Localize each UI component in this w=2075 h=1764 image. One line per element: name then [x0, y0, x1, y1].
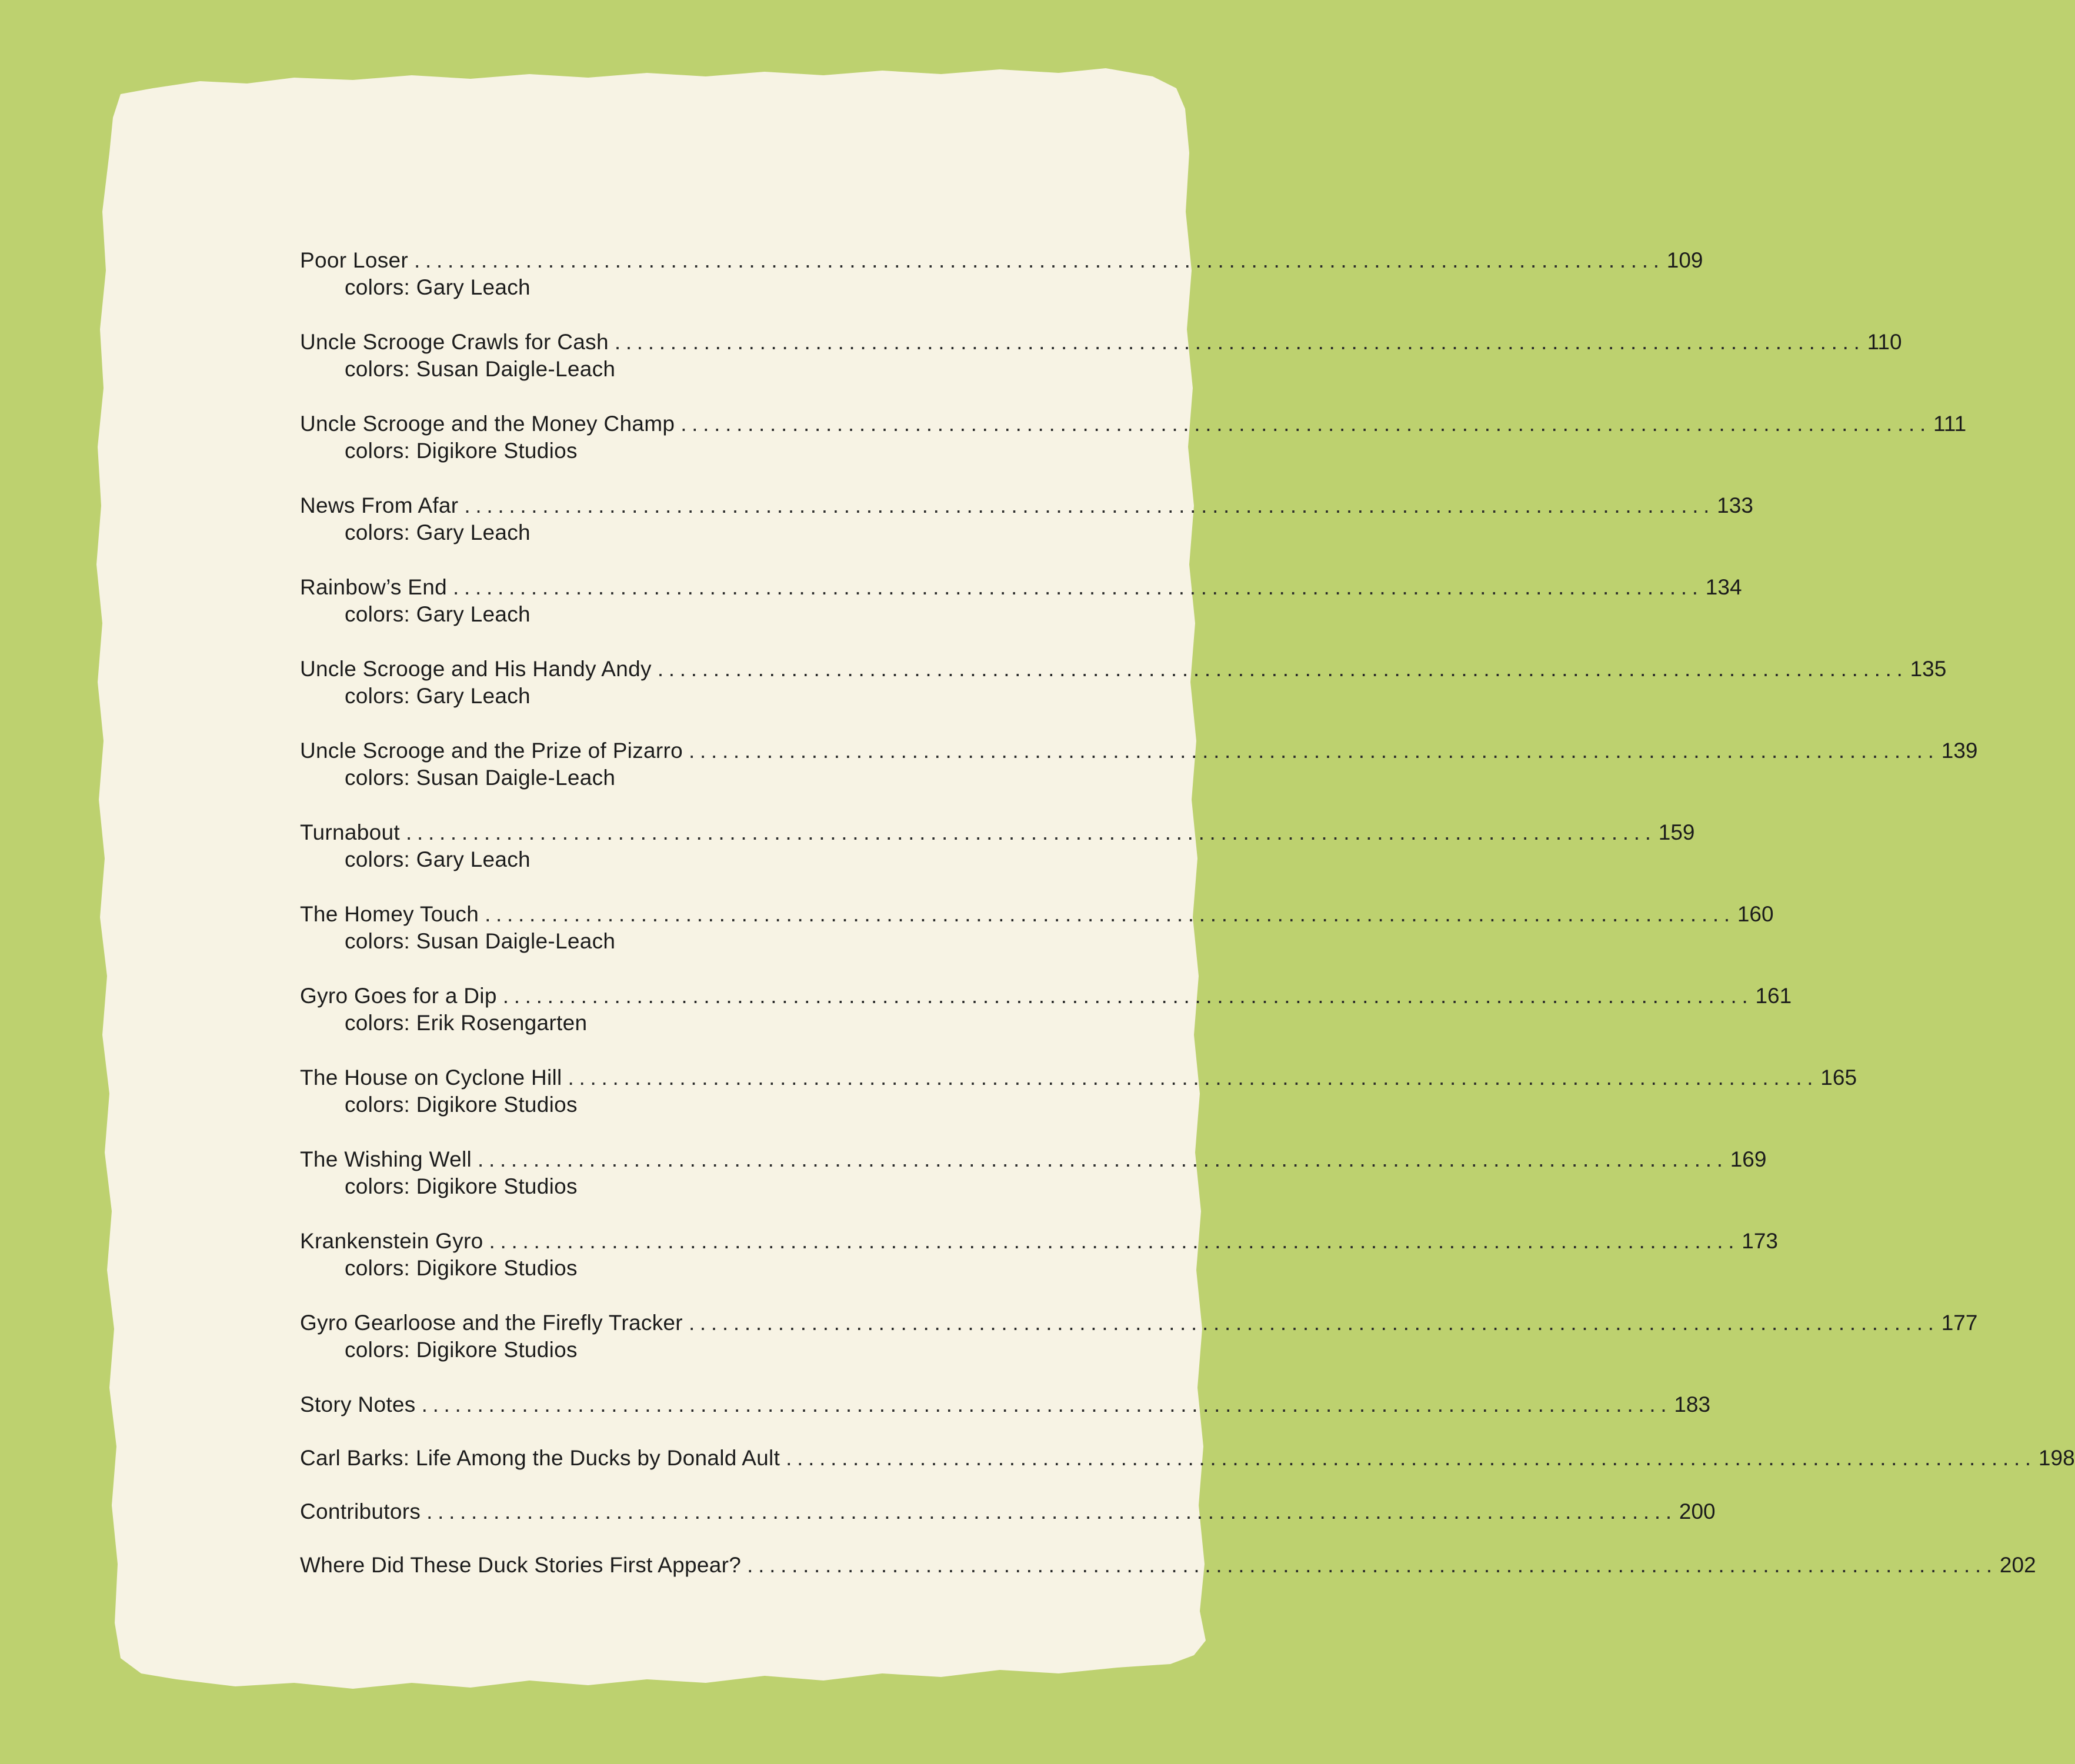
toc-entry-title: Krankenstein Gyro — [300, 1229, 483, 1253]
toc-entry-page: 177 — [1941, 1311, 1978, 1335]
toc-entry-page: 110 — [1867, 330, 1902, 354]
toc-entry-credit: colors: Gary Leach — [345, 520, 531, 544]
toc-entry-row — [300, 410, 1967, 437]
toc-entry-row — [300, 492, 1753, 519]
toc-entry-title: Turnabout — [300, 820, 400, 844]
toc-entry-title: News From Afar — [300, 493, 459, 517]
dot-leader: ................................................................................................................ — [414, 248, 1664, 272]
toc-entry-page: 202 — [1999, 1553, 2036, 1577]
toc-entry-title: Uncle Scrooge and the Prize of Pizarro — [300, 739, 683, 763]
dot-leader: ................................................................................................................ — [786, 1446, 2036, 1470]
table-of-contents — [300, 247, 2075, 1605]
toc-entry-credit: colors: Gary Leach — [345, 602, 531, 626]
toc-entry-row — [300, 901, 1774, 928]
toc-entry-row — [300, 1146, 1767, 1173]
dot-leader: ................................................................................................................ — [689, 739, 1939, 763]
toc-entry-title: Carl Barks: Life Among the Ducks by Donald Ault — [300, 1446, 780, 1470]
toc-entry-credit: colors: Erik Rosengarten — [345, 1011, 588, 1035]
toc-entry-row — [300, 1498, 1716, 1525]
dot-leader: ................................................................................................................ — [747, 1553, 1997, 1577]
toc-entry-page: 111 — [1933, 412, 1967, 436]
toc-entry-row — [300, 329, 1902, 356]
dot-leader: ................................................................................................................ — [453, 575, 1703, 599]
toc-entry[interactable] — [300, 1146, 1767, 1200]
toc-entry-page: 183 — [1674, 1392, 1711, 1416]
toc-entry[interactable] — [300, 737, 1978, 791]
toc-entry-page: 135 — [1910, 657, 1947, 681]
toc-entry[interactable] — [300, 901, 1774, 955]
dot-leader: ................................................................................................................ — [502, 984, 1753, 1008]
toc-entry[interactable] — [300, 1064, 1857, 1118]
dot-leader: ................................................................................................................ — [485, 902, 1735, 926]
dot-leader: ................................................................................................................ — [406, 820, 1656, 844]
toc-entry-title: The Wishing Well — [300, 1147, 472, 1171]
dot-leader: ................................................................................................................ — [426, 1499, 1677, 1524]
toc-entry-title: Uncle Scrooge and the Money Champ — [300, 412, 675, 436]
toc-entry-title: Contributors — [300, 1499, 421, 1524]
toc-entry-page: 133 — [1717, 493, 1753, 517]
toc-entry-title: Where Did These Duck Stories First Appear? — [300, 1553, 742, 1577]
dot-leader: ................................................................................................................ — [680, 412, 1931, 436]
toc-entry-page: 134 — [1705, 575, 1742, 599]
dot-leader: ................................................................................................................ — [489, 1229, 1740, 1253]
toc-entry-row — [300, 1391, 1711, 1418]
toc-entry[interactable] — [300, 1552, 2036, 1579]
toc-entry-row — [300, 1445, 2075, 1472]
toc-entry-page: 169 — [1730, 1147, 1767, 1171]
toc-entry-page: 139 — [1941, 739, 1978, 763]
toc-entry[interactable] — [300, 1309, 1978, 1364]
toc-entry[interactable] — [300, 1391, 1711, 1418]
toc-entry-page: 173 — [1742, 1229, 1779, 1253]
toc-entry-title: Uncle Scrooge and His Handy Andy — [300, 657, 652, 681]
toc-entry-title: Uncle Scrooge Crawls for Cash — [300, 330, 609, 354]
toc-entry-title: Poor Loser — [300, 248, 408, 272]
toc-entry-title: Rainbow’s End — [300, 575, 448, 599]
toc-entry-page: 200 — [1679, 1499, 1716, 1524]
toc-entry-title: Gyro Gearloose and the Firefly Tracker — [300, 1311, 683, 1335]
toc-entry[interactable] — [300, 819, 1695, 873]
toc-entry-row — [300, 656, 1947, 683]
toc-entry-credit: colors: Gary Leach — [345, 847, 531, 871]
toc-entry-page: 160 — [1737, 902, 1774, 926]
toc-entry[interactable] — [300, 247, 1703, 301]
toc-entry-title: The Homey Touch — [300, 902, 479, 926]
toc-entry[interactable] — [300, 1498, 1716, 1525]
dot-leader: ................................................................................................................ — [464, 493, 1715, 517]
toc-entry-row — [300, 247, 1703, 274]
dot-leader: ................................................................................................................ — [688, 1311, 1939, 1335]
toc-entry[interactable] — [300, 983, 1792, 1037]
dot-leader: ................................................................................................................ — [657, 657, 1908, 681]
toc-entry-row — [300, 737, 1978, 764]
toc-entry-title: Story Notes — [300, 1392, 416, 1416]
dot-leader: ................................................................................................................ — [421, 1392, 1672, 1416]
dot-leader: ................................................................................................................ — [614, 330, 1865, 354]
toc-entry-page: 198 — [2038, 1446, 2075, 1470]
toc-entry-credit: colors: Gary Leach — [345, 684, 531, 708]
toc-entry-credit: colors: Digikore Studios — [345, 1174, 578, 1198]
toc-entry-row — [300, 1309, 1978, 1337]
toc-entry[interactable] — [300, 410, 1967, 465]
toc-entry-credit: colors: Susan Daigle-Leach — [345, 929, 616, 953]
toc-entry[interactable] — [300, 492, 1753, 546]
toc-entry[interactable] — [300, 574, 1742, 628]
toc-entry-row — [300, 1064, 1857, 1091]
toc-entry-credit: colors: Digikore Studios — [345, 439, 578, 463]
toc-entry[interactable] — [300, 656, 1947, 710]
dot-leader: ................................................................................................................ — [568, 1065, 1819, 1090]
toc-entry-credit: colors: Gary Leach — [345, 275, 531, 299]
toc-entry-row — [300, 574, 1742, 601]
toc-entry-title: The House on Cyclone Hill — [300, 1065, 562, 1090]
toc-entry-credit: colors: Digikore Studios — [345, 1256, 578, 1280]
toc-entry-credit: colors: Digikore Studios — [345, 1093, 578, 1117]
toc-entry-row — [300, 1552, 2036, 1579]
toc-entry-credit: colors: Digikore Studios — [345, 1338, 578, 1362]
toc-entry-row — [300, 1228, 1779, 1255]
toc-entry[interactable] — [300, 1445, 2075, 1472]
toc-entry[interactable] — [300, 1228, 1779, 1282]
toc-entry-credit: colors: Susan Daigle-Leach — [345, 766, 616, 790]
toc-entry-page: 165 — [1820, 1065, 1857, 1090]
toc-entry-page: 109 — [1666, 248, 1703, 272]
toc-entry-page: 159 — [1658, 820, 1695, 844]
toc-entry-row — [300, 983, 1792, 1010]
toc-entry-credit: colors: Susan Daigle-Leach — [345, 357, 616, 381]
toc-entry-page: 161 — [1755, 984, 1792, 1008]
toc-entry-row — [300, 819, 1695, 846]
dot-leader: ................................................................................................................ — [477, 1147, 1728, 1171]
toc-entry-title: Gyro Goes for a Dip — [300, 984, 497, 1008]
toc-entry[interactable] — [300, 329, 1902, 383]
